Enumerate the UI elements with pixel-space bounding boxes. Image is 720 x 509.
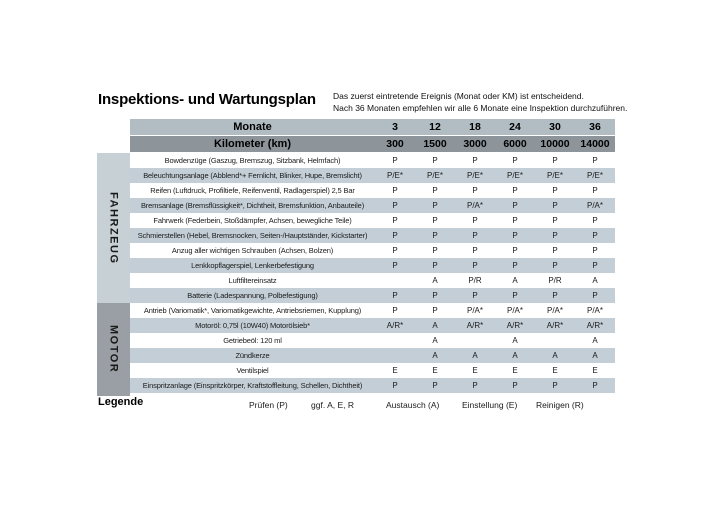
row-value: P xyxy=(552,216,558,225)
row-value: P xyxy=(392,261,398,270)
kilometer-value: 1500 xyxy=(423,138,447,150)
row-value: A xyxy=(432,276,438,285)
kilometer-value: 3000 xyxy=(463,138,487,150)
row-value: P xyxy=(552,201,558,210)
row-value: P xyxy=(592,381,598,390)
table-row xyxy=(130,378,615,393)
row-label: Luftfiltereinsatz xyxy=(228,276,277,285)
row-value: P xyxy=(512,231,518,240)
row-value: P xyxy=(392,381,398,390)
page-title: Inspektions- und Wartungsplan xyxy=(98,91,316,108)
table-row xyxy=(130,333,615,348)
legend-item: Prüfen (P) xyxy=(249,400,288,410)
section-label-motor: MOTOR xyxy=(97,303,130,396)
row-value: A/R* xyxy=(466,321,484,330)
row-value: P xyxy=(432,246,438,255)
row-value: P xyxy=(392,201,398,210)
row-value: P xyxy=(432,216,438,225)
row-value: P xyxy=(432,306,438,315)
section-label-fahrzeug: FAHRZEUG xyxy=(97,153,130,303)
row-value: A/R* xyxy=(386,321,404,330)
row-value: P xyxy=(592,261,598,270)
row-value: P/E* xyxy=(546,171,563,180)
row-value: P xyxy=(432,381,438,390)
row-value: P xyxy=(472,186,478,195)
row-value: P xyxy=(432,261,438,270)
table-row xyxy=(130,273,615,288)
monate-header-label: Monate xyxy=(233,121,272,133)
row-label: Bowdenzüge (Gaszug, Bremszug, Sitzbank, Helmfach) xyxy=(164,156,341,165)
row-value: A/R* xyxy=(546,321,564,330)
row-value: A xyxy=(592,336,598,345)
row-label: Anzug aller wichtigen Schrauben (Achsen, Bolzen) xyxy=(171,246,334,255)
table-row xyxy=(130,288,615,303)
legend xyxy=(0,400,720,414)
row-value: P xyxy=(552,231,558,240)
row-value: P xyxy=(512,156,518,165)
table-row xyxy=(130,153,615,168)
row-value: P xyxy=(432,186,438,195)
table-row xyxy=(130,213,615,228)
row-value: P xyxy=(472,246,478,255)
table-row xyxy=(130,303,615,318)
note-line-1: Das zuerst eintretende Ereignis (Monat oder KM) ist entscheidend. xyxy=(333,91,584,101)
table-row xyxy=(130,318,615,333)
table-row xyxy=(130,228,615,243)
row-value: P xyxy=(432,291,438,300)
row-value: P/E* xyxy=(586,171,603,180)
row-value: A/R* xyxy=(586,321,604,330)
kilometer-header-label: Kilometer (km) xyxy=(213,138,292,150)
row-value: P xyxy=(592,231,598,240)
row-value: P/E* xyxy=(466,171,483,180)
row-value: P xyxy=(392,306,398,315)
row-value: E xyxy=(392,366,398,375)
kilometer-value: 300 xyxy=(386,138,404,150)
row-label: Beleuchtungsanlage (Abblend*+ Fernlicht, Blinker, Hupe, Bremslicht) xyxy=(143,171,362,180)
row-value: P xyxy=(552,156,558,165)
monate-value: 24 xyxy=(509,121,521,133)
row-value: A/R* xyxy=(506,321,524,330)
table-row xyxy=(130,258,615,273)
table-row xyxy=(130,168,615,183)
row-value: P/E* xyxy=(386,171,403,180)
row-value: E xyxy=(432,366,438,375)
row-label: Lenkkopflagerspiel, Lenkerbefestigung xyxy=(191,261,314,270)
monate-header-row xyxy=(130,119,615,136)
row-value: P xyxy=(512,216,518,225)
row-value: P xyxy=(512,246,518,255)
row-value: P/A* xyxy=(586,306,603,315)
row-value: A xyxy=(432,336,438,345)
row-value: P xyxy=(472,291,478,300)
row-value: A xyxy=(512,336,518,345)
monate-value: 12 xyxy=(429,121,441,133)
row-value: A xyxy=(432,321,438,330)
row-value: P xyxy=(432,156,438,165)
kilometer-value: 10000 xyxy=(540,138,570,150)
row-value: A xyxy=(432,351,438,360)
table-row xyxy=(130,363,615,378)
row-value: E xyxy=(592,366,598,375)
row-value: A xyxy=(512,276,518,285)
row-label: Batterie (Ladespannung, Polbefestigung) xyxy=(187,291,318,300)
row-label: Getriebeöl: 120 ml xyxy=(223,336,282,345)
row-value: P/A* xyxy=(506,306,523,315)
row-value: P xyxy=(392,231,398,240)
row-value: E xyxy=(512,366,518,375)
row-value: P xyxy=(432,231,438,240)
row-value: P xyxy=(432,201,438,210)
monate-value: 36 xyxy=(589,121,601,133)
row-label: Reifen (Luftdruck, Profiltiefe, Reifenventil, Radlagerspiel) 2,5 Bar xyxy=(150,186,355,195)
table-body xyxy=(97,153,615,393)
row-value: P/A* xyxy=(586,201,603,210)
kilometer-header-row xyxy=(130,136,615,153)
monate-value: 18 xyxy=(469,121,481,133)
row-value: P xyxy=(552,246,558,255)
row-value: P xyxy=(472,216,478,225)
monate-value: 3 xyxy=(392,121,398,133)
row-value: P xyxy=(512,381,518,390)
kilometer-value: 6000 xyxy=(503,138,527,150)
legend-item: ggf. A, E, R xyxy=(311,400,354,410)
note-line-2: Nach 36 Monaten empfehlen wir alle 6 Monate eine Inspektion durchzuführen. xyxy=(333,102,628,113)
row-value: E xyxy=(472,366,478,375)
row-value: A xyxy=(512,351,518,360)
table-row xyxy=(130,243,615,258)
row-value: P xyxy=(552,291,558,300)
row-value: P xyxy=(472,156,478,165)
row-value: A xyxy=(592,351,598,360)
maintenance-table xyxy=(97,119,615,393)
row-value: P xyxy=(552,261,558,270)
row-value: P xyxy=(472,261,478,270)
row-value: P xyxy=(512,201,518,210)
table-row xyxy=(130,348,615,363)
note-text xyxy=(333,91,627,114)
row-label: Ventilspiel xyxy=(236,366,269,375)
row-value: A xyxy=(552,351,558,360)
kilometer-value: 14000 xyxy=(580,138,610,150)
row-value: P/R xyxy=(548,276,562,285)
row-value: P xyxy=(392,156,398,165)
row-value: P xyxy=(592,291,598,300)
row-value: P xyxy=(512,291,518,300)
row-value: P xyxy=(592,216,598,225)
row-value: P xyxy=(592,246,598,255)
row-label: Antrieb (Variomatik*, Variomatikgewichte, Antriebsriemen, Kupplung) xyxy=(143,306,362,315)
row-value: P xyxy=(592,156,598,165)
row-value: P/A* xyxy=(466,201,483,210)
row-label: Schmierstellen (Hebel, Bremsnocken, Seiten-/Hauptständer, Kickstarter) xyxy=(137,231,368,240)
row-label: Motoröl: 0,75l (10W40) Motorölsieb* xyxy=(195,321,310,330)
table-row xyxy=(130,198,615,213)
legend-item: Reinigen (R) xyxy=(536,400,584,410)
row-label: Fahrwerk (Federbein, Stoßdämpfer, Achsen, bewegliche Teile) xyxy=(153,216,352,225)
row-label: Zündkerze xyxy=(235,351,270,360)
row-label: Einspritzanlage (Einspritzkörper, Kraftstoffleitung, Schellen, Dichtheit) xyxy=(142,381,363,390)
row-value: P xyxy=(512,186,518,195)
row-value: P/R xyxy=(468,276,482,285)
row-value: P xyxy=(472,231,478,240)
row-value: P/E* xyxy=(506,171,523,180)
legend-item: Austausch (A) xyxy=(386,400,440,410)
row-value: P xyxy=(552,186,558,195)
legend-title: Legende xyxy=(98,396,144,408)
row-value: P/A* xyxy=(546,306,563,315)
row-value: E xyxy=(552,366,558,375)
row-value: A xyxy=(592,276,598,285)
table-row xyxy=(130,183,615,198)
row-value: P xyxy=(552,381,558,390)
legend-item: Einstellung (E) xyxy=(462,400,518,410)
row-value: P xyxy=(392,186,398,195)
row-value: P xyxy=(392,216,398,225)
row-value: P xyxy=(512,261,518,270)
row-value: P xyxy=(392,246,398,255)
row-value: P xyxy=(472,381,478,390)
monate-value: 30 xyxy=(549,121,561,133)
row-value: P xyxy=(592,186,598,195)
row-value: P xyxy=(392,291,398,300)
row-value: P/E* xyxy=(426,171,443,180)
row-label: Bremsanlage (Bremsflüssigkeit*, Dichtheit, Bremsfunktion, Anbauteile) xyxy=(140,201,365,210)
row-value: P/A* xyxy=(466,306,483,315)
row-value: A xyxy=(472,351,478,360)
